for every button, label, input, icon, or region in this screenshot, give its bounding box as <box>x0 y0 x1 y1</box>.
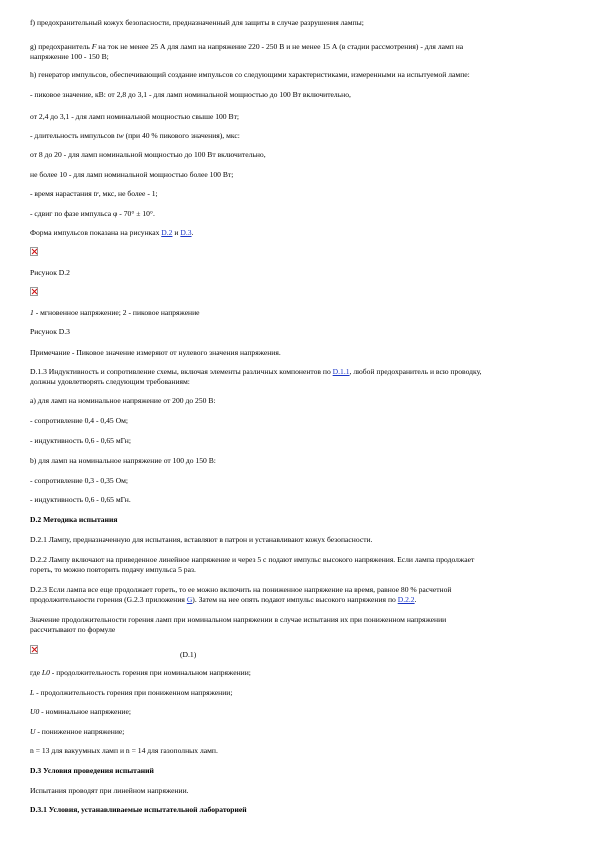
where-l0: где L0 - продолжительность горения при номинальном напряжении; <box>30 668 251 677</box>
figure-d2-caption: Рисунок D.2 <box>30 268 70 277</box>
where-u0: U0 - номинальное напряжение; <box>30 707 131 716</box>
clause-d13: D.1.3 Индуктивность и сопротивление схемы, включая элементы различных компонентов по D.1.1, любой предохранитель и всю проводку, <box>30 367 482 376</box>
equation-number: (D.1) <box>180 650 197 659</box>
rise-time-line: - время нарастания tr, мкс, не более - 1; <box>30 189 158 198</box>
broken-image-icon <box>30 247 38 256</box>
figure-d3-legend: 1 - мгновенное напряжение; 2 - пиковое напряжение <box>30 308 200 317</box>
where-u: U - пониженное напряжение; <box>30 727 125 736</box>
broken-image-icon <box>30 287 38 296</box>
item-g-cont: напряжение 100 - 150 В; <box>30 52 109 61</box>
clause-d21: D.2.1 Лампу, предназначенную для испытания, вставляют в патрон и устанавливают кожух безопасности. <box>30 535 373 544</box>
item-a: a) для ламп на номинальное напряжение от 200 до 250 В: <box>30 396 216 405</box>
figure-d3-caption: Рисунок D.3 <box>30 327 70 336</box>
where-l: L - продолжительность горения при пониженном напряжении; <box>30 688 233 697</box>
link-annex-g[interactable]: G <box>186 595 193 604</box>
exponent-n-line: n = 13 для вакуумных ламп и n = 14 для газополных ламп. <box>30 746 218 755</box>
link-d11[interactable]: D.1.1 <box>332 367 350 376</box>
pulse-duration-line: - длительность импульсов tw (при 40 % пикового значения), мкс: <box>30 131 240 140</box>
link-figure-d3[interactable]: D.3 <box>180 228 192 237</box>
section-heading-d2: D.2 Методика испытания <box>30 515 118 524</box>
pulse-duration-line-2: от 8 до 20 - для ламп номинальной мощностью до 100 Вт включительно, <box>30 150 266 159</box>
test-voltage-line: Испытания проводят при линейном напряжении. <box>30 786 189 795</box>
item-b: b) для ламп на номинальное напряжение от 100 до 150 В: <box>30 456 216 465</box>
item-a-resistance: - сопротивление 0,4 - 0,45 Ом; <box>30 416 128 425</box>
formula-intro: Значение продолжительности горения ламп при номинальном напряжении в случае испытания их при пониженном напряжении <box>30 615 447 624</box>
section-heading-d3: D.3 Условия проведения испытаний <box>30 766 154 775</box>
clause-d13-cont: должны удовлетворять следующим требованиям: <box>30 377 190 386</box>
item-b-resistance: - сопротивление 0,3 - 0,35 Ом; <box>30 476 128 485</box>
formula-intro-cont: рассчитывают по формуле <box>30 625 116 634</box>
link-figure-d2[interactable]: D.2 <box>161 228 173 237</box>
figure-reference-line: Форма импульсов показана на рисунках D.2 и D.3. <box>30 228 194 237</box>
broken-image-icon <box>30 645 38 654</box>
peak-value-line-2: от 2,4 до 3,1 - для ламп номинальной мощностью свыше 100 Вт; <box>30 112 239 121</box>
item-b-inductance: - индуктивность 0,6 - 0,65 мГн. <box>30 495 131 504</box>
clause-d22-cont: гореть, то можно повторить подачу импульса 5 раз. <box>30 565 196 574</box>
clause-d23: D.2.3 Если лампа все еще продолжает гореть, то ее можно включить на пониженное напряжение на время, равное 80 % расчетной <box>30 585 452 594</box>
item-a-inductance: - индуктивность 0,6 - 0,65 мГн; <box>30 436 131 445</box>
note-line: Примечание - Пиковое значение измеряют от нулевого значения напряжения. <box>30 348 281 357</box>
pulse-duration-line-3: не более 10 - для ламп номинальной мощностью более 100 Вт; <box>30 170 234 179</box>
section-heading-d31: D.3.1 Условия, устанавливаемые испытательной лабораторией <box>30 805 247 814</box>
phase-shift-line: - сдвиг по фазе импульса φ - 70° ± 10°. <box>30 209 155 218</box>
item-g: g) предохранитель F на ток не менее 25 А для ламп на напряжение 220 - 250 В и не менее 15 А (в стадии рассмотрения) - для ламп на <box>30 42 464 51</box>
link-d22[interactable]: D.2.2 <box>397 595 415 604</box>
clause-d23-cont: продолжительности горения (G.2.3 приложения G). Затем на нее опять подают импульс высокого напряжения по D.2.2. <box>30 595 417 604</box>
item-f: f) предохранительный кожух безопасности, предназначенный для защиты в случае разрушения лампы; <box>30 18 364 27</box>
clause-d22: D.2.2 Лампу включают на приведенное линейное напряжение и через 5 с подают импульс высокого напряжения. Если лампа продолжает <box>30 555 475 564</box>
peak-value-line: - пиковое значение, кВ: от 2,8 до 3,1 - для ламп номинальной мощностью до 100 Вт включительно, <box>30 90 351 99</box>
item-h: h) генератор импульсов, обеспечивающий создание импульсов со следующими характеристиками, измеренными на испытуемой лампе: <box>30 70 470 79</box>
